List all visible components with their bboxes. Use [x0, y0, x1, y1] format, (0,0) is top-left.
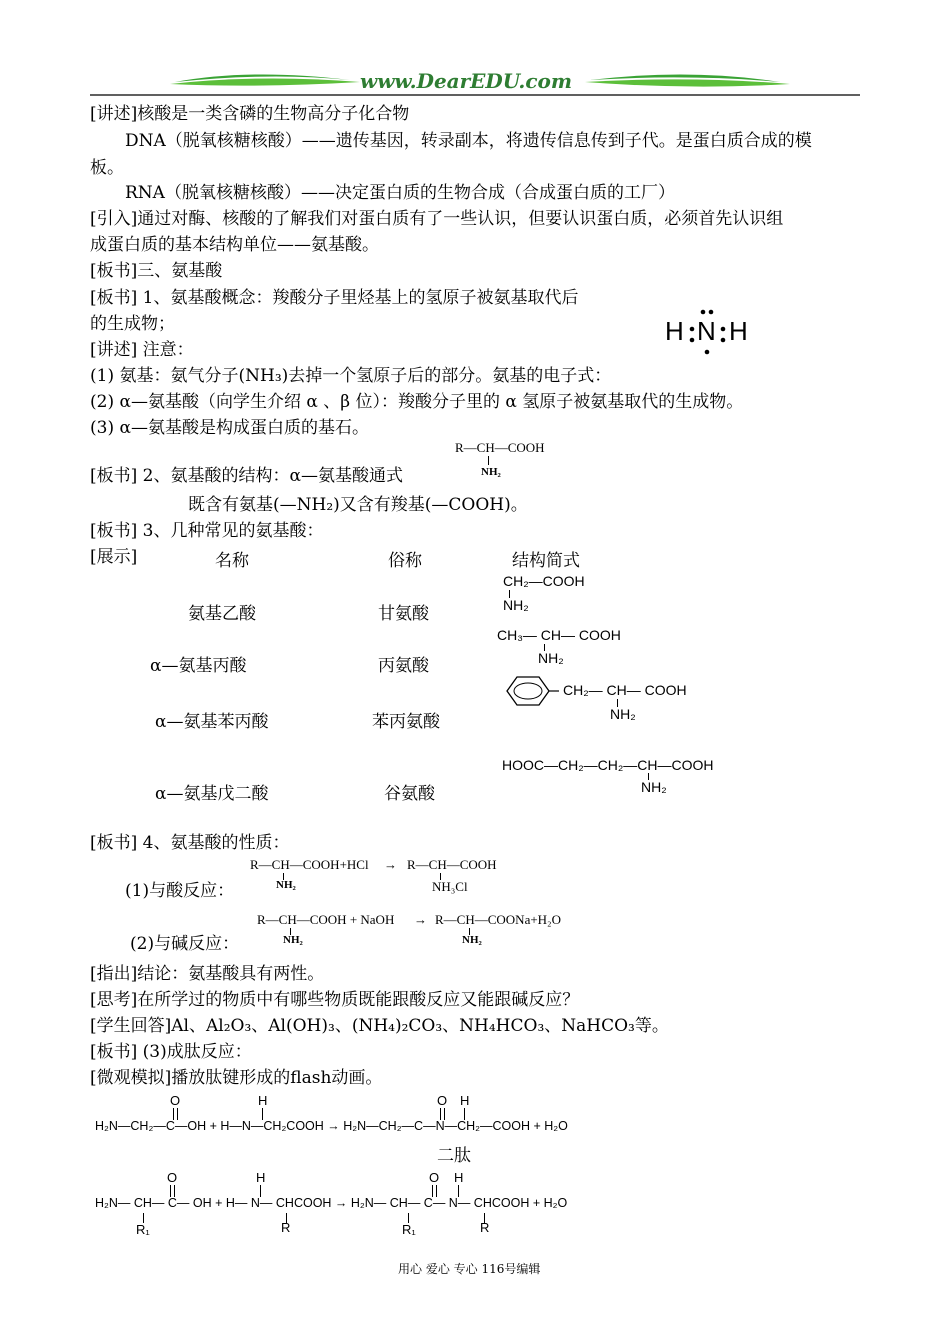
peptide1-h1: H: [258, 1093, 268, 1108]
peptide2-o2: O: [429, 1170, 440, 1185]
base-left-bottom: NH₂: [283, 934, 303, 946]
peptide-reaction-2: [95, 1170, 635, 1240]
amino-acid-table: [0, 540, 950, 810]
base-arrow: →: [414, 912, 427, 927]
electron-n: N: [697, 316, 716, 346]
text-line-13: (3) α—氨基酸是构成蛋白质的基石。: [90, 418, 369, 438]
text-line-5: [引入]通过对酶、核酸的了解我们对蛋白质有了一些认识，但要认识蛋白质，必须首先认识组: [90, 209, 784, 229]
electron-dots-icon: [665, 308, 755, 358]
text-line-21: [指出]结论：氨基酸具有两性。: [90, 964, 325, 984]
peptide2-r1b: R₁: [402, 1222, 416, 1237]
text-line-25: [微观模拟]播放肽键形成的flash动画。: [90, 1068, 383, 1088]
acid-right-top: R—CH—COOH: [407, 857, 497, 872]
row4-structure-top: HOOC—CH₂—CH₂—CH—COOH: [502, 757, 714, 773]
row3-name: α—氨基苯丙酸: [155, 712, 269, 732]
peptide2-r: R: [281, 1220, 291, 1235]
peptide-reaction-1: [95, 1093, 635, 1138]
text-line-6: 成蛋白质的基本结构单位——氨基酸。: [90, 235, 379, 255]
general-formula: [455, 440, 575, 485]
general-formula-bottom: NH₂: [481, 466, 501, 478]
peptide2-main: H₂N— CH— C— OH + H— N— CHCOOH → H₂N— CH— C— N— CHCOOH + H₂O: [95, 1196, 568, 1210]
row2-common: 丙氨酸: [378, 656, 429, 676]
peptide2-r1: R₁: [136, 1222, 150, 1237]
acid-right-bottom: NH₃Cl: [432, 879, 468, 894]
row4-name: α—氨基戊二酸: [155, 784, 269, 804]
electron-h-right: H: [729, 316, 748, 346]
row4-common: 谷氨酸: [384, 784, 435, 804]
electron-formula: [665, 308, 755, 358]
peptide2-h2: H: [454, 1170, 464, 1185]
text-line-24: [板书] (3)成肽反应：: [90, 1042, 252, 1062]
general-formula-top: R—CH—COOH: [455, 440, 545, 455]
benzene-ring-icon: [497, 674, 559, 708]
peptide2-h1: H: [256, 1170, 266, 1185]
text-line-16: [板书] 3、几种常见的氨基酸：: [90, 521, 324, 541]
text-line-11: (1) 氨基：氨气分子(NH₃)去掉一个氢原子后的部分。氨基的电子式：: [90, 366, 612, 386]
acid-left-top: R—CH—COOH+HCl: [250, 857, 369, 872]
text-line-18: [板书] 4、氨基酸的性质：: [90, 833, 290, 853]
header-structure: 结构简式: [512, 551, 580, 571]
text-line-17: [展示]: [90, 547, 138, 567]
text-line-7: [板书]三、氨基酸: [90, 261, 223, 281]
text-line-19: (1)与酸反应：: [125, 881, 235, 901]
base-left-top: R—CH—COOH + NaOH: [257, 912, 395, 927]
row1-structure-bottom: NH₂: [503, 597, 529, 613]
text-line-20: (2)与碱反应：: [130, 934, 240, 954]
row2-structure-top: CH₃— CH— COOH: [497, 627, 621, 643]
text-line-14: [板书] 2、氨基酸的结构：α—氨基酸通式: [90, 466, 403, 486]
text-line-9: 的生成物；: [90, 314, 175, 334]
text-line-10: [讲述] 注意：: [90, 340, 194, 360]
row1-structure-top: CH₂—COOH: [503, 573, 585, 589]
row4-structure-bottom: NH₂: [641, 779, 667, 795]
site-name: www.DearEDU.com: [360, 69, 573, 93]
row3-structure-top: CH₂— CH— COOH: [563, 682, 687, 698]
electron-h-left: H: [665, 316, 684, 346]
text-line-15: 既含有氨基(—NH₂)又含有羧基(—COOH)。: [188, 495, 528, 515]
text-line-2: DNA（脱氧核糖核酸）——遗传基因，转录副本，将遗传信息传到子代。是蛋白质合成的模: [125, 131, 812, 151]
text-line-4: RNA（脱氧核糖核酸）——决定蛋白质的生物合成（合成蛋白质的工厂）: [125, 183, 675, 203]
row1-common: 甘氨酸: [378, 604, 429, 624]
peptide1-h2: H: [460, 1093, 470, 1108]
peptide1-o1: O: [170, 1093, 181, 1108]
acid-reaction: [250, 857, 550, 897]
text-line-1: [讲述]核酸是一类含磷的生物高分子化合物: [90, 104, 410, 124]
text-line-8: [板书] 1、氨基酸概念：羧酸分子里烃基上的氢原子被氨基取代后: [90, 288, 579, 308]
acid-arrow: →: [384, 857, 397, 872]
peptide2-o1: O: [167, 1170, 178, 1185]
text-line-3: 板。: [90, 158, 124, 178]
peptide1-o2: O: [437, 1093, 448, 1108]
text-line-12: (2) α—氨基酸（向学生介绍 α 、β 位）：羧酸分子里的 α 氢原子被氨基取代的生成物。: [90, 392, 744, 412]
peptide2-rb: R: [480, 1220, 490, 1235]
peptide1-main: H₂N—CH₂—C—OH + H—N—CH₂COOH → H₂N—CH₂—C—N—CH₂—COOH + H₂O: [95, 1119, 568, 1133]
bond-line: [488, 456, 489, 465]
row3-common: 苯丙氨酸: [372, 712, 440, 732]
header-common: 俗称: [388, 551, 422, 571]
header-name: 名称: [215, 551, 249, 571]
base-right-bottom: NH₂: [462, 934, 482, 946]
text-line-23: [学生回答]Al、Al₂O₃、Al(OH)₃、(NH₄)₂CO₃、NH₄HCO₃、NaHCO₃等。: [90, 1016, 669, 1036]
dipeptide-label: 二肽: [437, 1146, 471, 1166]
row2-name: α—氨基丙酸: [150, 656, 247, 676]
page-footer: 用心 爱心 专心 116号编辑: [398, 1262, 541, 1276]
text-line-22: [思考]在所学过的物质中有哪些物质既能跟酸反应又能跟碱反应？: [90, 990, 580, 1010]
acid-left-bottom: NH₂: [276, 879, 296, 891]
row2-structure-bottom: NH₂: [538, 650, 564, 666]
header-banner: [90, 68, 860, 100]
base-reaction: [257, 912, 577, 952]
row1-name: 氨基乙酸: [188, 604, 256, 624]
base-right-top: R—CH—COONa+H₂O: [435, 912, 561, 927]
row3-structure-bottom: NH₂: [610, 706, 636, 722]
